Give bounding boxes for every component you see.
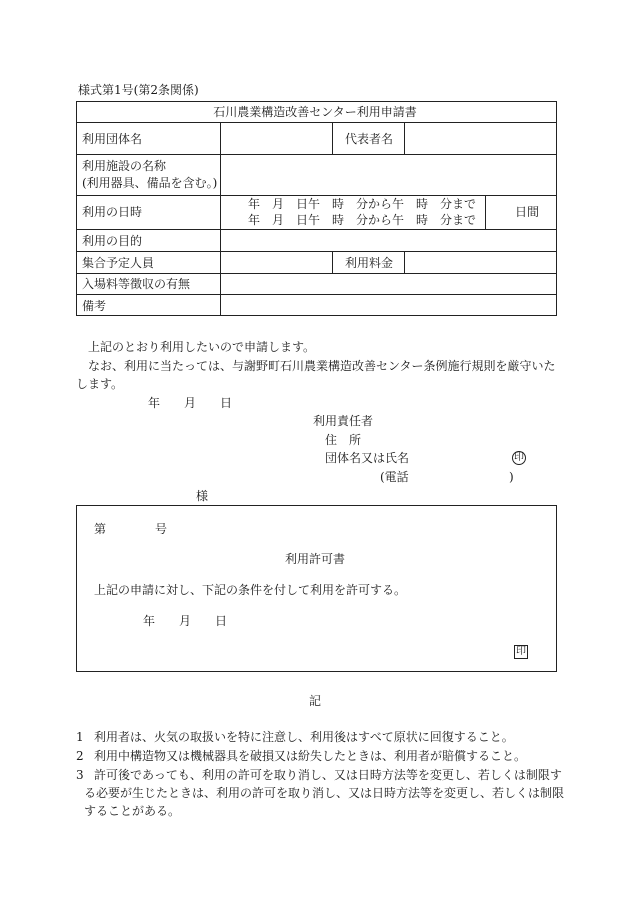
table-divider <box>404 251 405 273</box>
phone-close: ) <box>509 470 514 484</box>
permit-number-suffix: 号 <box>155 522 168 536</box>
group-name-label: 利用団体名 <box>82 132 143 146</box>
conditions-heading: 記 <box>308 694 321 708</box>
days-label: 日間 <box>515 205 540 219</box>
permit-seal: 印 <box>516 646 526 657</box>
application-date: 年 月 日 <box>148 396 233 410</box>
seal-mark: 印 <box>514 452 524 463</box>
table-rule <box>76 122 557 123</box>
application-text: 上記のとおり利用したいので申請します。 <box>88 340 316 354</box>
permit-text: 上記の申請に対し、下記の条件を付して利用を許可する。 <box>94 583 407 597</box>
condition-text: る必要が生じたときは、利用の許可を取り消し、又は日時方法等を変更し、若しくは制限 <box>84 786 565 800</box>
table-rule <box>76 294 557 295</box>
condition-number: 3 <box>76 768 84 782</box>
table-divider <box>485 195 486 229</box>
admission-label: 入場料等徴収の有無 <box>82 277 191 291</box>
representative-label: 代表者名 <box>345 132 394 146</box>
condition-number: 1 <box>76 730 84 744</box>
facility-label-note: (利用器具、備品を含む。) <box>82 176 218 190</box>
condition-text: 利用中構造物又は機械器具を破損又は紛失したときは、利用者が賠償すること。 <box>94 749 527 763</box>
application-text: します。 <box>76 377 124 391</box>
table-rule <box>76 154 557 155</box>
name-label: 団体名又は氏名 <box>325 451 410 465</box>
permit-date: 年 月 日 <box>143 614 228 628</box>
table-rule <box>76 251 557 252</box>
addressee-label: 様 <box>196 489 209 503</box>
table-title: 石川農業構造改善センター利用申請書 <box>213 105 417 119</box>
application-text: なお、利用に当たっては、与謝野町石川農業構造改善センター条例施行規則を厳守いた <box>88 359 556 373</box>
condition-text: 利用者は、火気の取扱いを特に注意し、利用後はすべて原状に回復すること。 <box>94 730 514 744</box>
facility-label: 利用施設の名称 <box>82 159 167 173</box>
datetime-line: 年 月 日午 時 分から午 時 分まで <box>248 197 477 211</box>
responsible-label: 利用責任者 <box>313 414 374 428</box>
address-label: 住 所 <box>325 433 362 447</box>
phone-label: (電話 <box>380 470 409 484</box>
condition-number: 2 <box>76 749 84 763</box>
permit-title: 利用許可書 <box>284 552 345 566</box>
table-divider <box>332 122 333 154</box>
attendees-label: 集合予定人員 <box>82 256 155 270</box>
condition-text: することがある。 <box>84 804 181 818</box>
table-divider <box>332 251 333 273</box>
fee-label: 利用料金 <box>345 256 394 270</box>
table-divider <box>220 122 221 316</box>
table-rule <box>76 273 557 274</box>
datetime-line: 年 月 日午 時 分から午 時 分まで <box>248 213 477 227</box>
table-divider <box>404 122 405 154</box>
condition-text: 許可後であっても、利用の許可を取り消し、又は日時方法等を変更し、若しくは制限す <box>94 768 562 782</box>
form-number: 様式第1号(第2条関係) <box>78 83 199 97</box>
remarks-label: 備考 <box>82 299 107 313</box>
permit-number-prefix: 第 <box>94 522 107 536</box>
table-rule <box>76 229 557 230</box>
datetime-label: 利用の日時 <box>82 205 143 219</box>
purpose-label: 利用の目的 <box>82 234 143 248</box>
